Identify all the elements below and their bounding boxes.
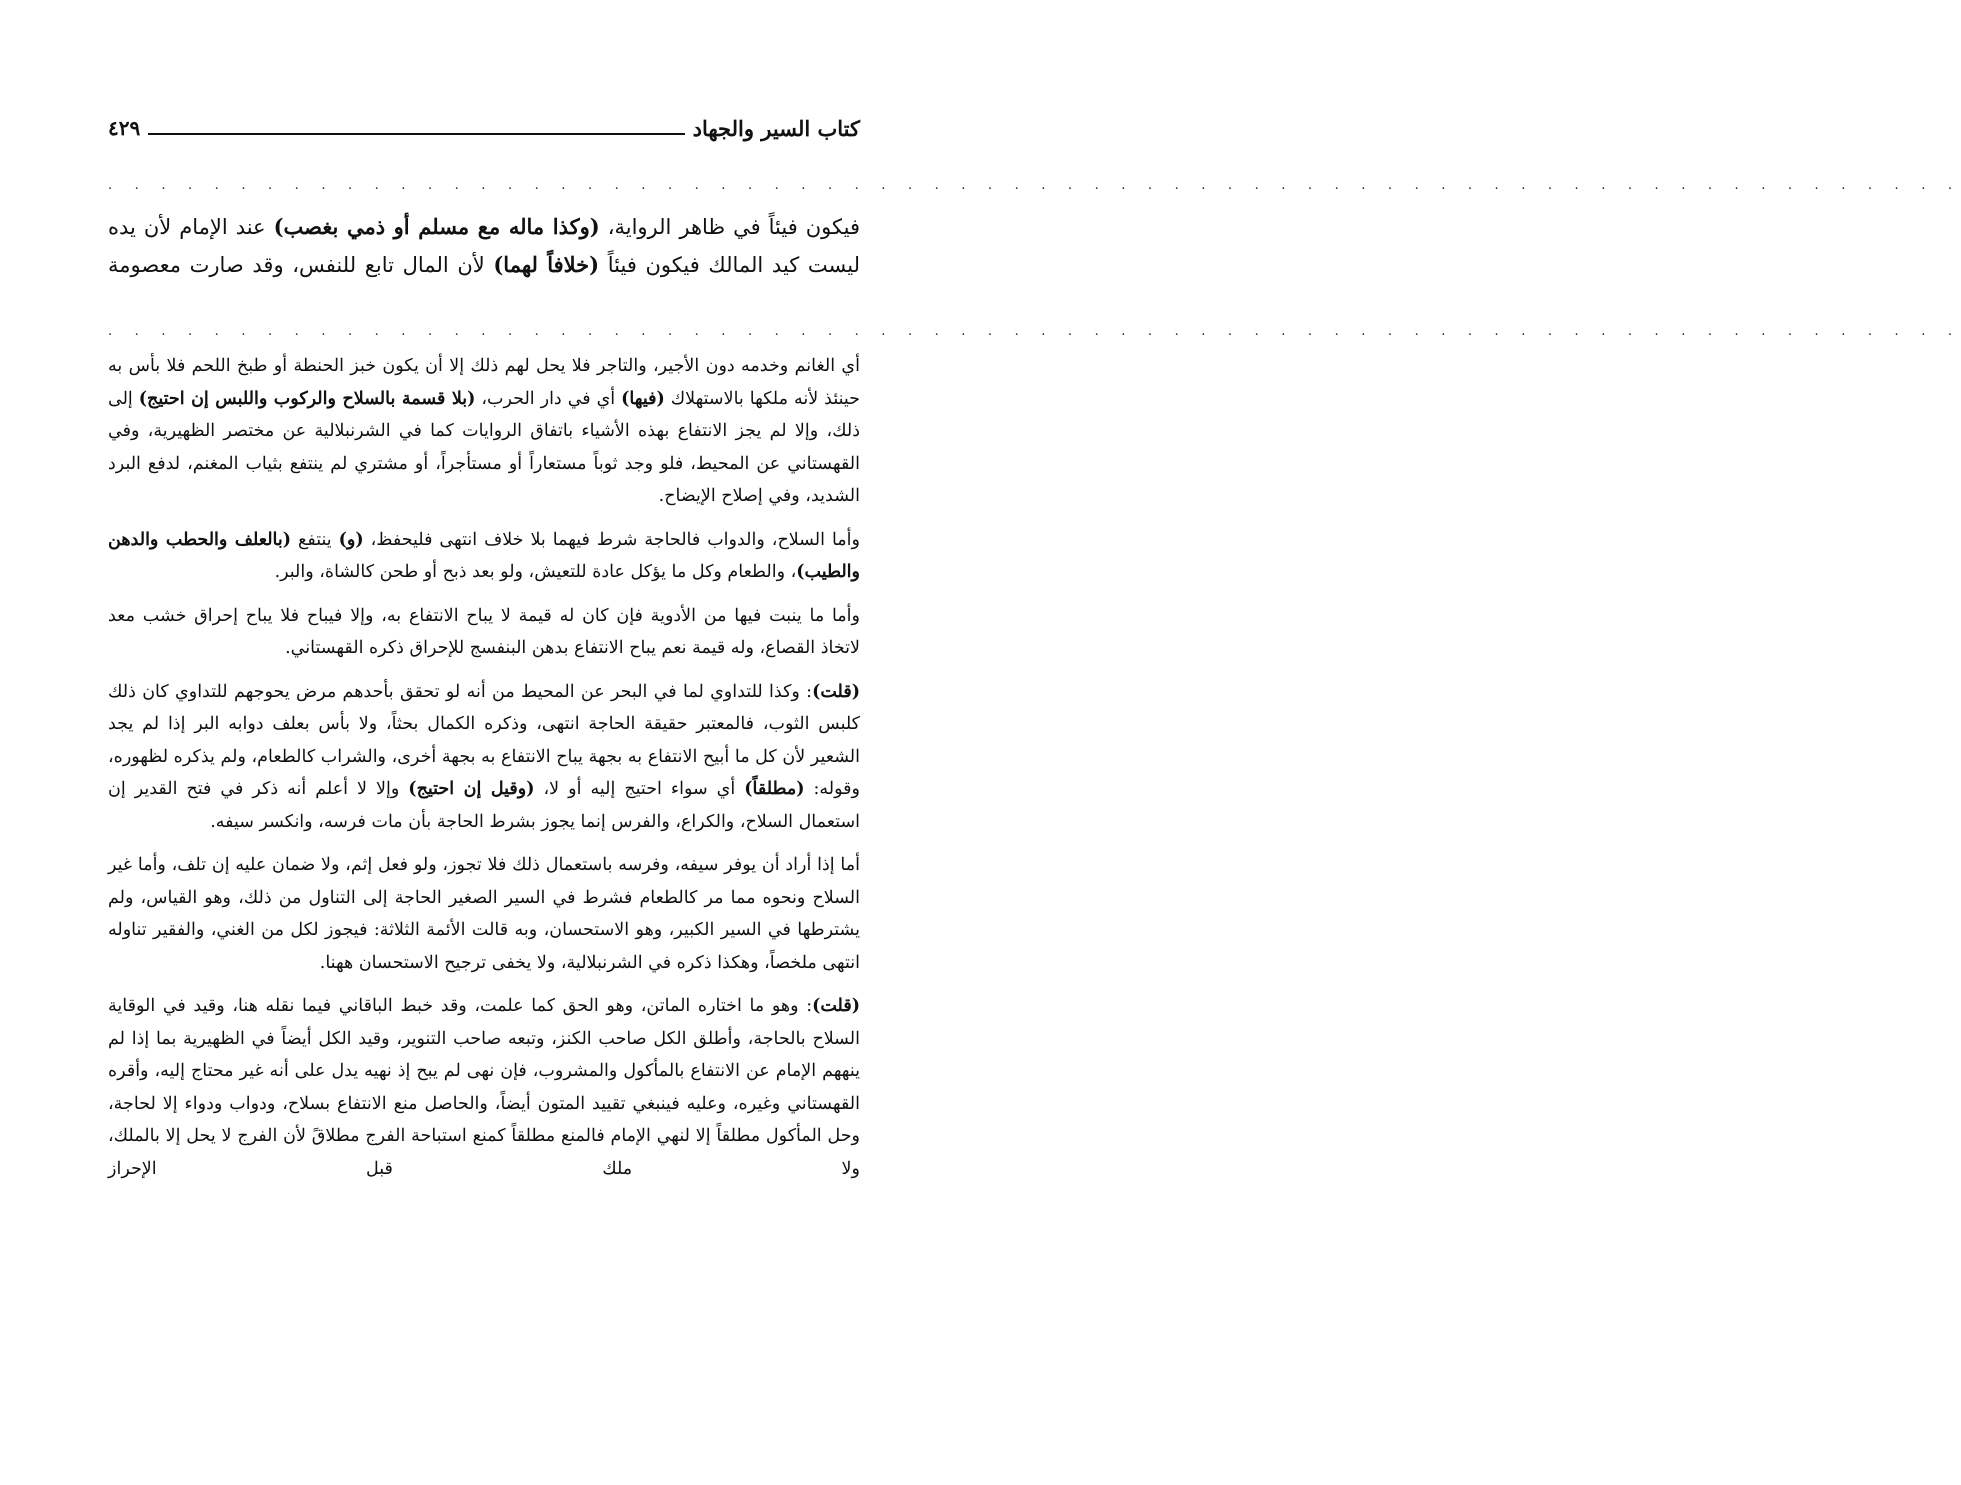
page-header — [108, 110, 860, 146]
commentary-paragraph-2: وأما السلاح، والدواب فالحاجة شرط فيهما بلا خلاف انتهى فليحفظ، (و) ينتفع (بالعلف والحطب والدهن والطيب)، والطعام وكل ما يؤكل عادة للتعيش، ولو بعد ذبح أو طحن كالشاة، والبر. — [108, 529, 860, 582]
matn-text — [108, 208, 860, 284]
bold-quote: (وكذا ماله مع مسلم أو ذمي بغصب) — [273, 214, 600, 239]
commentary-paragraph-3: وأما ما ينبت فيها من الأدوية فإن كان له قيمة لا يباح الانتفاع به، وإلا فيباح فلا يباح إحراق خشب معد لاتخاذ القصاع، وله قيمة نعم يباح الانتفاع بدهن البنفسج للإحراق ذكره القهستاني. — [108, 605, 860, 658]
bold-quote: (خلافاً لهما) — [493, 252, 600, 277]
header-rule — [148, 133, 684, 135]
dotted-separator-middle: . . . . . . . . . . . . . . . . . . . . . . . . . . . . . . . . . . . . . . . . . . . . . . . . . . . . . . . . . . . . . . . . . . . . . . — [108, 324, 1961, 339]
commentary-text — [108, 350, 860, 1196]
commentary-paragraph-5: أما إذا أراد أن يوفر سيفه، وفرسه باستعمال ذلك فلا تجوز، ولو فعل إثم، ولا ضمان عليه إن تلف، وأما غير السلاح ونحوه مما مر كالطعام فشرط في السير الصغير الحاجة إلى التناول من ذلك، وهو القياس، ولم يشترطها في السير الكبير، وهو الاستحسان، وبه قالت الأئمة الثلاثة: فيجوز لكل من الغني، والفقير تناوله انتهى ملخصاً، وهكذا ذكره في الشرنبلالية، ولا يخفى ترجيح الاستحسان ههنا. — [108, 855, 860, 973]
page-number: ٤٢٩ — [108, 116, 141, 140]
commentary-paragraph-6: (قلت): وهو ما اختاره الماتن، وهو الحق كما علمت، وقد خبط الباقاني فيما نقله هنا، وقيد في الوقاية السلاح بالحاجة، وأطلق الكل صاحب الكنز، وتبعه صاحب التنوير، وقيد الكل أيضاً في الظهيرية بما إذا لم ينههم الإمام عن الانتفاع بالمأكول والمشروب، فإن نهى لم يبح إذ نهيه يدل على أنه غير محتاج إليه، وأقره القهستاني وغيره، وعليه فينبغي تقييد المتون أيضاً، والحاصل منع الانتفاع بسلاح، ودواب ودواء إلا لحاجة، وحل المأكول مطلقاً إلا لنهي الإمام فالمنع مطلقاً كمنع استباحة الفرج مطلاقً لأن الفرج لا يحل إلا بالملك، ولا ملك قبل الإحراز — [108, 996, 860, 1179]
commentary-paragraph-1: أي الغانم وخدمه دون الأجير، والتاجر فلا يحل لهم ذلك إلا أن يكون خبز الحنطة أو طبخ اللحم فلا بأس به حينئذ لأنه ملكها بالاستهلاك (فيها) أي في دار الحرب، (بلا قسمة بالسلاح والركوب واللبس إن احتيج) إلى ذلك، وإلا لم يجز الانتفاع بهذه الأشياء باتفاق الروايات كما في الشرنبلالية عن مختصر الظهيرية، وفي القهستاني عن المحيط، فلو وجد ثوباً مستعاراً أو مستأجراً، أو مشتري لم ينتفع بثياب المغنم، لدفع البرد الشديد، وفي إصلاح الإيضاح. — [108, 356, 860, 506]
matn-paragraph: فيكون فيئاً في ظاهر الرواية، (وكذا ماله مع مسلم أو ذمي بغصب) عند الإمام لأن يده ليست كيد المالك فيكون فيئاً (خلافاً لهما) لأن المال تابع للنفس، وقد صارت معصومة — [108, 214, 861, 277]
running-title: كتاب السير والجهاد — [692, 115, 860, 141]
commentary-paragraph-4: (قلت): وكذا للتداوي لما في البحر عن المحيط من أنه لو تحقق بأحدهم مرض يحوجهم للتداوي كان ذلك كلبس الثوب، فالمعتبر حقيقة الحاجة انتهى، وذكره الكمال بحثاً، ولا بأس بعلف دوابه البر إذا لم يجد الشعير لأن كل ما أبيح الانتفاع به بجهة يباح الانتفاع به بجهة أخرى، والشراب كالطعام، ولم يذكره لظهوره، وقوله: (مطلقاً) أي سواء احتيج إليه أو لا، (وقيل إن احتيج) وإلا لا أعلم أنه ذكر في فتح القدير إن استعمال السلاح، والكراع، والفرس إنما يجوز بشرط الحاجة بأن مات فرسه، وانكسر سيفه. — [108, 681, 860, 832]
dotted-separator-top: . . . . . . . . . . . . . . . . . . . . . . . . . . . . . . . . . . . . . . . . . . . . . . . . . . . . . . . . . . . . . . . . . . . . . . — [108, 178, 1961, 193]
